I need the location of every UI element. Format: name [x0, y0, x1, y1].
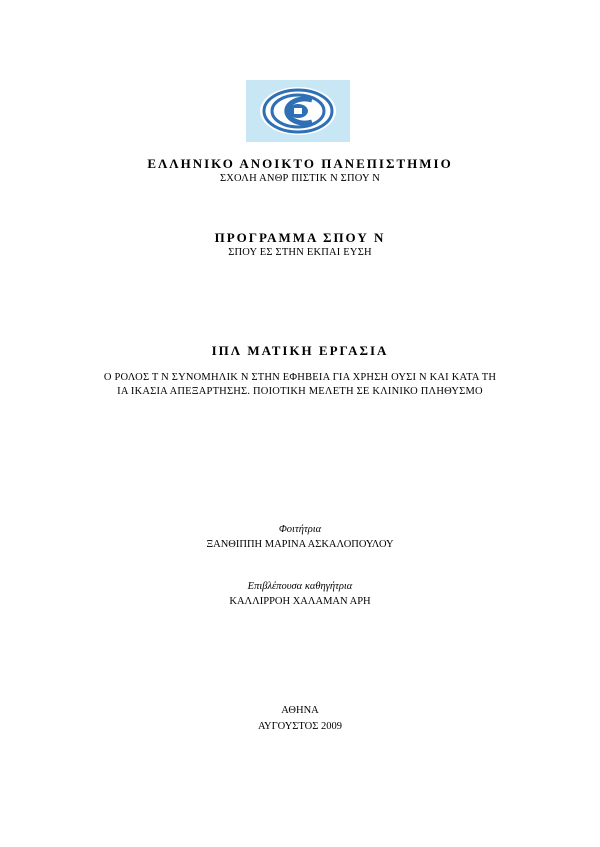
student-name: ΞΑΝΘΙΠΠΗ ΜΑΡΙΝΑ ΑΣΚΑΛΟΠΟΥΛΟΥ — [206, 539, 394, 550]
city: ΑΘΗΝΑ — [281, 705, 319, 716]
university-logo-icon — [246, 80, 350, 142]
supervisor-name: ΚΑΛΛΙΡΡΟΗ ΧΑΛΑΜΑΝ ΑΡΗ — [229, 596, 371, 607]
supervisor-role: Επιβλέπουσα καθηγήτρια — [247, 581, 353, 592]
thesis-heading: ΙΠΛ ΜΑΤΙΚΗ ΕΡΓΑΣΙΑ — [211, 343, 389, 358]
program-title: ΠΡΟΓΡΑΜΜΑ ΣΠΟΥ Ν — [214, 230, 386, 245]
school-name: ΣΧΟΛΗ ΑΝΘΡ ΠΙΣΤΙΚ Ν ΣΠΟΥ Ν — [219, 173, 381, 184]
date: ΑΥΓΟΥΣΤΟΣ 2009 — [258, 721, 342, 732]
thesis-title-line2: ΙΑ ΙΚΑΣΙΑ ΑΠΕΞΑΡΤΗΣΗΣ. ΠΟΙΟΤΙΚΗ ΜΕΛΕΤΗ ΣΕ ΚΛΙΝΙΚΟ ΠΛΗΘΥΣΜΟ — [117, 386, 483, 397]
university-name: ΕΛΛΗΝΙΚΟ ΑΝΟΙΚΤΟ ΠΑΝΕΠΙΣΤΗΜΙΟ — [147, 156, 453, 171]
program-subtitle: ΣΠΟΥ ΕΣ ΣΤΗΝ ΕΚΠΑΙ ΕΥΣΗ — [228, 247, 372, 258]
thesis-title-line1: Ο ΡΟΛΟΣ Τ Ν ΣΥΝΟΜΗΛΙΚ Ν ΣΤΗΝ ΕΦΗΒΕΙΑ ΓΙΑ ΧΡΗΣΗ ΟΥΣΙ Ν ΚΑΙ ΚΑΤΑ ΤΗ — [103, 372, 497, 383]
student-role: Φοιτήτρια — [278, 524, 322, 535]
